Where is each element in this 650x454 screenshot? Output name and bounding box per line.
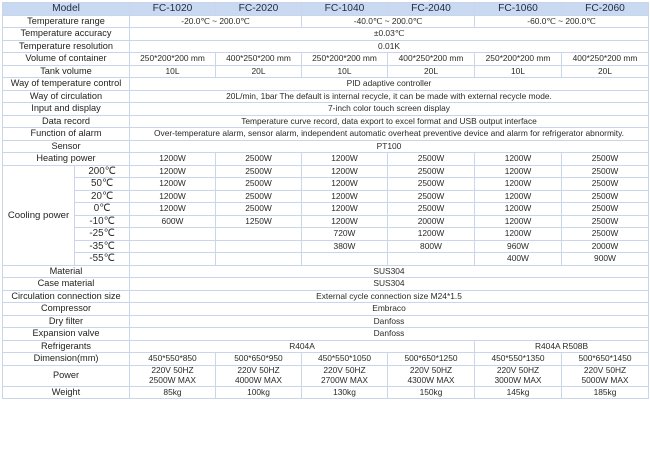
- cell: 1200W: [130, 153, 216, 166]
- cell: 10L: [302, 65, 388, 78]
- cell: 1250W: [216, 215, 302, 228]
- cell: 400W: [475, 253, 562, 266]
- cell: 960W: [475, 240, 562, 253]
- cell: 450*550*1350: [475, 353, 562, 366]
- cooling-row-200: [3, 165, 649, 178]
- power-voltage: 220V 50HZ: [409, 365, 453, 375]
- cell: 20L/min, 1bar The default is internal recycle, it can be made with external recycle mode.: [130, 90, 649, 103]
- cell: 1200W: [475, 178, 562, 191]
- cell: 450*550*1050: [302, 353, 388, 366]
- cell: 2500W: [388, 165, 475, 178]
- cooling-temp: -10℃: [75, 215, 130, 228]
- power-max: 4300W MAX: [407, 374, 455, 385]
- power-voltage: 220V 50HZ: [323, 365, 366, 375]
- weight-row: [3, 386, 649, 399]
- cell: 1200W: [302, 165, 388, 178]
- expansion-valve-row: [3, 328, 649, 341]
- case-material-row: [3, 278, 649, 291]
- compressor-row: [3, 303, 649, 316]
- cell: 2000W: [562, 240, 649, 253]
- cell: [562, 365, 649, 386]
- row-label: Temperature range: [3, 15, 130, 28]
- cell: 2500W: [562, 215, 649, 228]
- cell: 400*250*200 mm: [388, 53, 475, 66]
- cell: [475, 365, 562, 386]
- data-record-row: [3, 115, 649, 128]
- cooling-row-50: [3, 178, 649, 191]
- cell: 1200W: [130, 165, 216, 178]
- cell: Temperature curve record, data export to excel format and USB output interface: [130, 115, 649, 128]
- cell: 1200W: [302, 215, 388, 228]
- row-label: Compressor: [3, 303, 130, 316]
- row-label: Circulation connection size: [3, 290, 130, 303]
- material-row: [3, 265, 649, 278]
- cell: Over-temperature alarm, sensor alarm, independent automatic overheat preventive device and alarm for refrigerator abnormity.: [130, 128, 649, 141]
- row-label: Input and display: [3, 103, 130, 116]
- cell: Danfoss: [130, 328, 649, 341]
- row-label: Power: [3, 365, 130, 386]
- cell: 380W: [302, 240, 388, 253]
- cooling-row-0: [3, 203, 649, 216]
- cell: 2500W: [216, 165, 302, 178]
- function-of-alarm-row: [3, 128, 649, 141]
- row-label: Expansion valve: [3, 328, 130, 341]
- cell: -60.0℃ ~ 200.0℃: [475, 15, 649, 28]
- cell: 2500W: [388, 203, 475, 216]
- cell: [388, 253, 475, 266]
- model-fc-1040: FC-1040: [302, 3, 388, 16]
- cell: 1200W: [475, 228, 562, 241]
- cooling-temp: 0℃: [75, 203, 130, 216]
- cooling-row-minus-25: [3, 228, 649, 241]
- cell: 2500W: [562, 203, 649, 216]
- model-fc-2060: FC-2060: [562, 3, 649, 16]
- row-label: Dimension(mm): [3, 353, 130, 366]
- cooling-power-label: Cooling power: [3, 165, 75, 265]
- model-fc-1020: FC-1020: [130, 3, 216, 16]
- cooling-row-minus-10: [3, 215, 649, 228]
- power-max: 3000W MAX: [494, 374, 542, 385]
- cell: 145kg: [475, 386, 562, 399]
- cooling-temp: 50℃: [75, 178, 130, 191]
- power-max: 5000W MAX: [581, 374, 629, 385]
- cell: 2500W: [562, 153, 649, 166]
- model-header: Model: [3, 3, 130, 16]
- dry-filter-row: [3, 315, 649, 328]
- cooling-row-20: [3, 190, 649, 203]
- row-label: Dry filter: [3, 315, 130, 328]
- row-label: Temperature resolution: [3, 40, 130, 53]
- cell: 2500W: [216, 178, 302, 191]
- power-max: 4000W MAX: [234, 374, 282, 385]
- cell: 2500W: [388, 153, 475, 166]
- cell: [130, 253, 216, 266]
- cell: 150kg: [388, 386, 475, 399]
- input-and-display-row: [3, 103, 649, 116]
- power-voltage: 220V 50HZ: [496, 365, 540, 375]
- cell: 1200W: [475, 165, 562, 178]
- cell: 1200W: [130, 178, 216, 191]
- row-label: Function of alarm: [3, 128, 130, 141]
- cell: 20L: [562, 65, 649, 78]
- cell: 1200W: [130, 203, 216, 216]
- temperature-resolution-row: [3, 40, 649, 53]
- cell: 900W: [562, 253, 649, 266]
- volume-of-container-row: [3, 53, 649, 66]
- cell: 1200W: [475, 153, 562, 166]
- cell: 400*250*200 mm: [216, 53, 302, 66]
- cell: [216, 240, 302, 253]
- cell: [388, 365, 475, 386]
- cell: 10L: [130, 65, 216, 78]
- cell: 2500W: [562, 190, 649, 203]
- cell: 185kg: [562, 386, 649, 399]
- power-voltage: 220V 50HZ: [237, 365, 280, 375]
- cell: 400*250*200 mm: [562, 53, 649, 66]
- tank-volume-row: [3, 65, 649, 78]
- cell: 1200W: [388, 228, 475, 241]
- temperature-range-row: [3, 15, 649, 28]
- cell: 10L: [475, 65, 562, 78]
- cooling-temp: -35℃: [75, 240, 130, 253]
- cell: 100kg: [216, 386, 302, 399]
- cell: 2500W: [388, 190, 475, 203]
- cell: ±0.03℃: [130, 28, 649, 41]
- cell: 500*650*1450: [562, 353, 649, 366]
- cell: 85kg: [130, 386, 216, 399]
- cell: [130, 228, 216, 241]
- cooling-row-minus-55: [3, 253, 649, 266]
- cell: 1200W: [302, 203, 388, 216]
- cell: -40.0℃ ~ 200.0℃: [302, 15, 475, 28]
- cell: 1200W: [475, 215, 562, 228]
- cell: [216, 228, 302, 241]
- spec-table: [2, 2, 649, 399]
- cell: 2500W: [216, 190, 302, 203]
- row-label: Case material: [3, 278, 130, 291]
- cell: 2500W: [216, 203, 302, 216]
- row-label: Weight: [3, 386, 130, 399]
- cell: 1200W: [302, 178, 388, 191]
- cell: PT100: [130, 140, 649, 153]
- cell: 500*650*1250: [388, 353, 475, 366]
- temperature-accuracy-row: [3, 28, 649, 41]
- cell: -20.0℃ ~ 200.0℃: [130, 15, 302, 28]
- power-voltage: 220V 50HZ: [151, 365, 194, 375]
- sensor-row: [3, 140, 649, 153]
- row-label: Way of temperature control: [3, 78, 130, 91]
- cooling-temp: -25℃: [75, 228, 130, 241]
- cell: SUS304: [130, 278, 649, 291]
- cell: 7-inch color touch screen display: [130, 103, 649, 116]
- cell: 1200W: [130, 190, 216, 203]
- cell: R404A R508B: [475, 340, 649, 353]
- cell: [302, 365, 388, 386]
- way-of-temperature-control-row: [3, 78, 649, 91]
- cell: 20L: [388, 65, 475, 78]
- cell: [216, 365, 302, 386]
- header-row: [3, 3, 649, 16]
- way-of-circulation-row: [3, 90, 649, 103]
- cell: 500*650*950: [216, 353, 302, 366]
- cell: 1200W: [475, 203, 562, 216]
- cell: External cycle connection size M24*1.5: [130, 290, 649, 303]
- cell: [302, 253, 388, 266]
- model-fc-2020: FC-2020: [216, 3, 302, 16]
- cell: 0.01K: [130, 40, 649, 53]
- cell: 1200W: [475, 190, 562, 203]
- row-label: Data record: [3, 115, 130, 128]
- power-max: 2700W MAX: [320, 374, 368, 385]
- cell: 800W: [388, 240, 475, 253]
- cell: 450*550*850: [130, 353, 216, 366]
- row-label: Volume of container: [3, 53, 130, 66]
- power-max: 2500W MAX: [148, 374, 196, 385]
- cell: 720W: [302, 228, 388, 241]
- row-label: Way of circulation: [3, 90, 130, 103]
- row-label: Sensor: [3, 140, 130, 153]
- cooling-temp: 200℃: [75, 165, 130, 178]
- cell: Danfoss: [130, 315, 649, 328]
- row-label: Temperature accuracy: [3, 28, 130, 41]
- cell: 2500W: [388, 178, 475, 191]
- row-label: Tank volume: [3, 65, 130, 78]
- cell: 2500W: [216, 153, 302, 166]
- cell: R404A: [130, 340, 475, 353]
- cell: 2500W: [562, 178, 649, 191]
- cell: 250*200*200 mm: [475, 53, 562, 66]
- cooling-temp: -55℃: [75, 253, 130, 266]
- model-fc-2040: FC-2040: [388, 3, 475, 16]
- row-label: Heating power: [3, 153, 130, 166]
- cell: 1200W: [302, 190, 388, 203]
- power-voltage: 220V 50HZ: [583, 365, 627, 375]
- cell: 250*200*200 mm: [302, 53, 388, 66]
- cell: 130kg: [302, 386, 388, 399]
- refrigerants-row: [3, 340, 649, 353]
- cell: 2500W: [562, 228, 649, 241]
- cooling-temp: 20℃: [75, 190, 130, 203]
- row-label: Refrigerants: [3, 340, 130, 353]
- cell: [216, 253, 302, 266]
- cell: [130, 240, 216, 253]
- cell: 2000W: [388, 215, 475, 228]
- cell: [130, 365, 216, 386]
- cell: 1200W: [302, 153, 388, 166]
- cell: PID adaptive controller: [130, 78, 649, 91]
- cell: 2500W: [562, 165, 649, 178]
- cell: 250*200*200 mm: [130, 53, 216, 66]
- cooling-row-minus-35: [3, 240, 649, 253]
- model-fc-1060: FC-1060: [475, 3, 562, 16]
- cell: 20L: [216, 65, 302, 78]
- heating-power-row: [3, 153, 649, 166]
- row-label: Material: [3, 265, 130, 278]
- cell: Embraco: [130, 303, 649, 316]
- cell: SUS304: [130, 265, 649, 278]
- dimension-row: [3, 353, 649, 366]
- power-row: [3, 365, 649, 386]
- circulation-connection-size-row: [3, 290, 649, 303]
- cell: 600W: [130, 215, 216, 228]
